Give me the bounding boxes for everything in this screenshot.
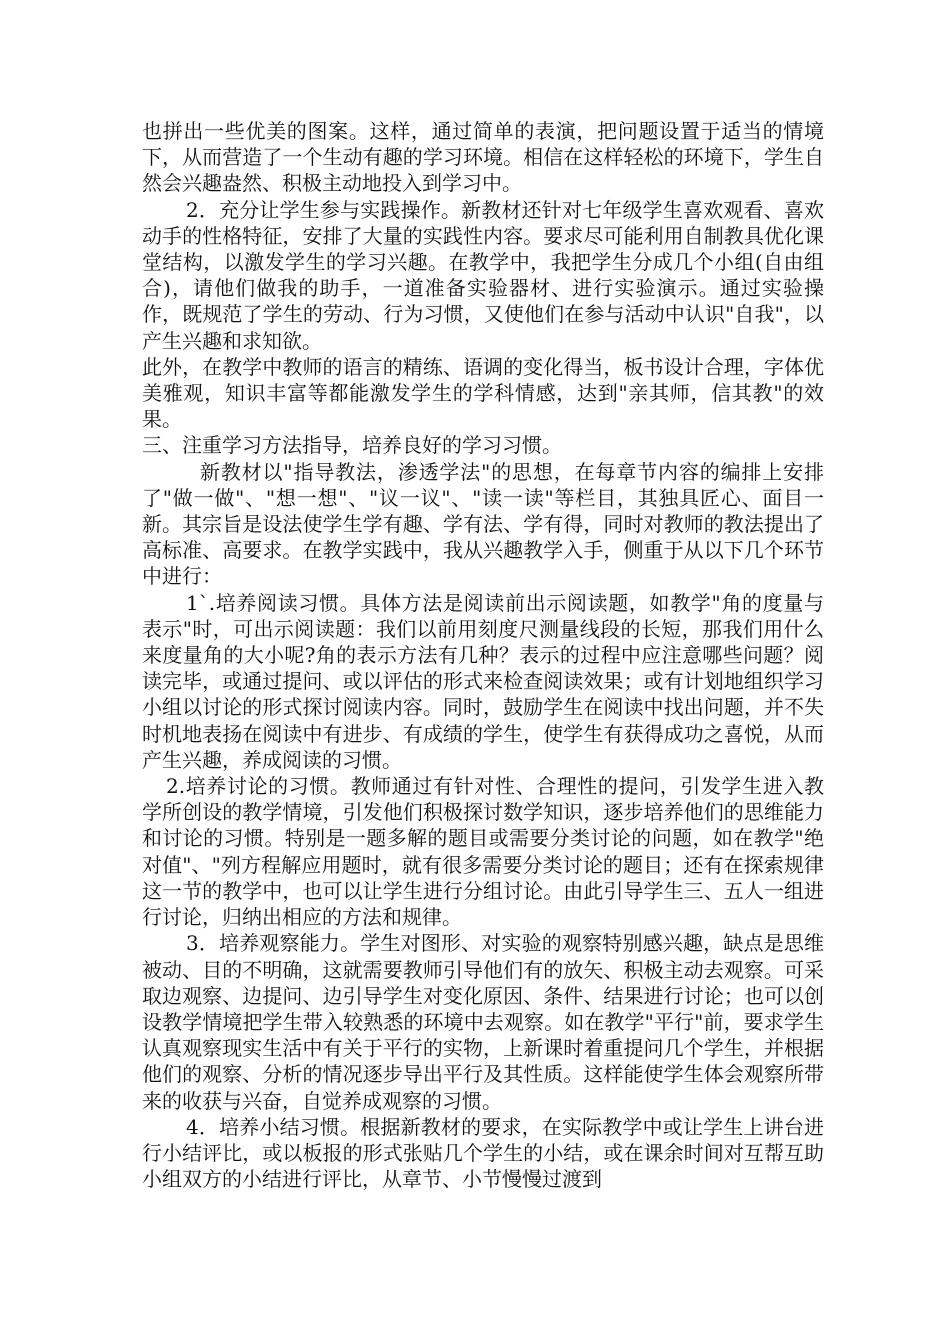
document-page (142, 118, 824, 1192)
section-heading-study-methods: 三、注重学习方法指导，培养良好的学习习惯。 (142, 433, 562, 458)
paragraph-new-textbook: 新教材以"指导教法，渗透学法"的思想，在每章节内容的编排上安排了"做一做"、"想一想"、"议一议"、"读一读"等栏目，其独具匠心、面目一新。其宗旨是设法使学生学有趣、学有法、学有得，同时对教师的教法提出了高标准、高要求。在教学实践中，我从兴趣教学入手，侧重于从以下几个环节中进行： (142, 459, 824, 589)
paragraph-observation-ability: 3．培养观察能力。学生对图形、对实验的观察特别感兴趣，缺点是思维被动、目的不明确，这就需要教师引导他们有的放矢、积极主动去观察。可采取边观察、边提问、边引导学生对变化原因、条件、结果进行讨论；也可以创设教学情境把学生带入较熟悉的环境中去观察。如在教学"平行"前，要求学生认真观察现实生活中有关于平行的实物，上新课时着重提问几个学生，并根据他们的观察、分析的情况逐步导出平行及其性质。这样能使学生体会观察所带来的收获与兴奋，自觉养成观察的习惯。 (142, 931, 824, 1113)
paragraph-teacher-language: 此外，在教学中教师的语言的精练、语调的变化得当，板书设计合理，字体优美雅观，知识丰富等都能激发学生的学科情感，达到"亲其师，信其教"的效果。 (142, 354, 824, 432)
paragraph-reading-habit: 1`.培养阅读习惯。具体方法是阅读前出示阅读题，如教学"角的度量与表示"时，可出示阅读题：我们以前用刻度尺测量线段的长短，那我们用什么来度量角的大小呢?角的表示方法有几种？表示的过程中应注意哪些问题？阅读完毕，或通过提问、或以评估的形式来检查阅读效果；或有计划地组织学习小组以讨论的形式探讨阅读内容。同时，鼓励学生在阅读中找出问题，并不失时机地表扬在阅读中有进步、有成绩的学生，使学生有获得成功之喜悦，从而产生兴趣，养成阅读的习惯。 (142, 590, 824, 772)
paragraph-intro-continuation: 也拼出一些优美的图案。这样，通过简单的表演，把问题设置于适当的情境下，从而营造了一个生动有趣的学习环境。相信在这样轻松的环境下，学生自然会兴趣盎然、积极主动地投入到学习中。 (142, 119, 824, 196)
paragraph-discussion-habit: 2.培养讨论的习惯。教师通过有针对性、合理性的提问，引发学生进入教学所创设的教学情境，引发他们积极探讨数学知识，逐步培养他们的思维能力和讨论的习惯。特别是一题多解的题目或需要分类讨论的问题，如在教学"绝对值"、"列方程解应用题时，就有很多需要分类讨论的题目；还有在探索规律这一节的教学中，也可以让学生进行分组讨论。由此引导学生三、五人一组进行讨论，归纳出相应的方法和规律。 (142, 774, 824, 930)
paragraph-summary-habit: 4．培养小结习惯。根据新教材的要求，在实际教学中或让学生上讲台进行小结评比，或以板报的形式张贴几个学生的小结，或在课余时间对互帮互助小组双方的小结进行评比，从章节、小节慢慢过渡到 (142, 1114, 824, 1192)
paragraph-practice-operation: 2．充分让学生参与实践操作。新教材还针对七年级学生喜欢观看、喜欢动手的性格特征，安排了大量的实践性内容。要求尽可能利用自制教具优化课堂结构，以激发学生的学习兴趣。在教学中，我把学生分成几个小组(自由组合)，请他们做我的助手，一道准备实验器材、进行实验演示。通过实验操作，既规范了学生的劳动、行为习惯，又使他们在参与活动中认识"自我"，以产生兴趣和求知欲。 (142, 197, 824, 353)
